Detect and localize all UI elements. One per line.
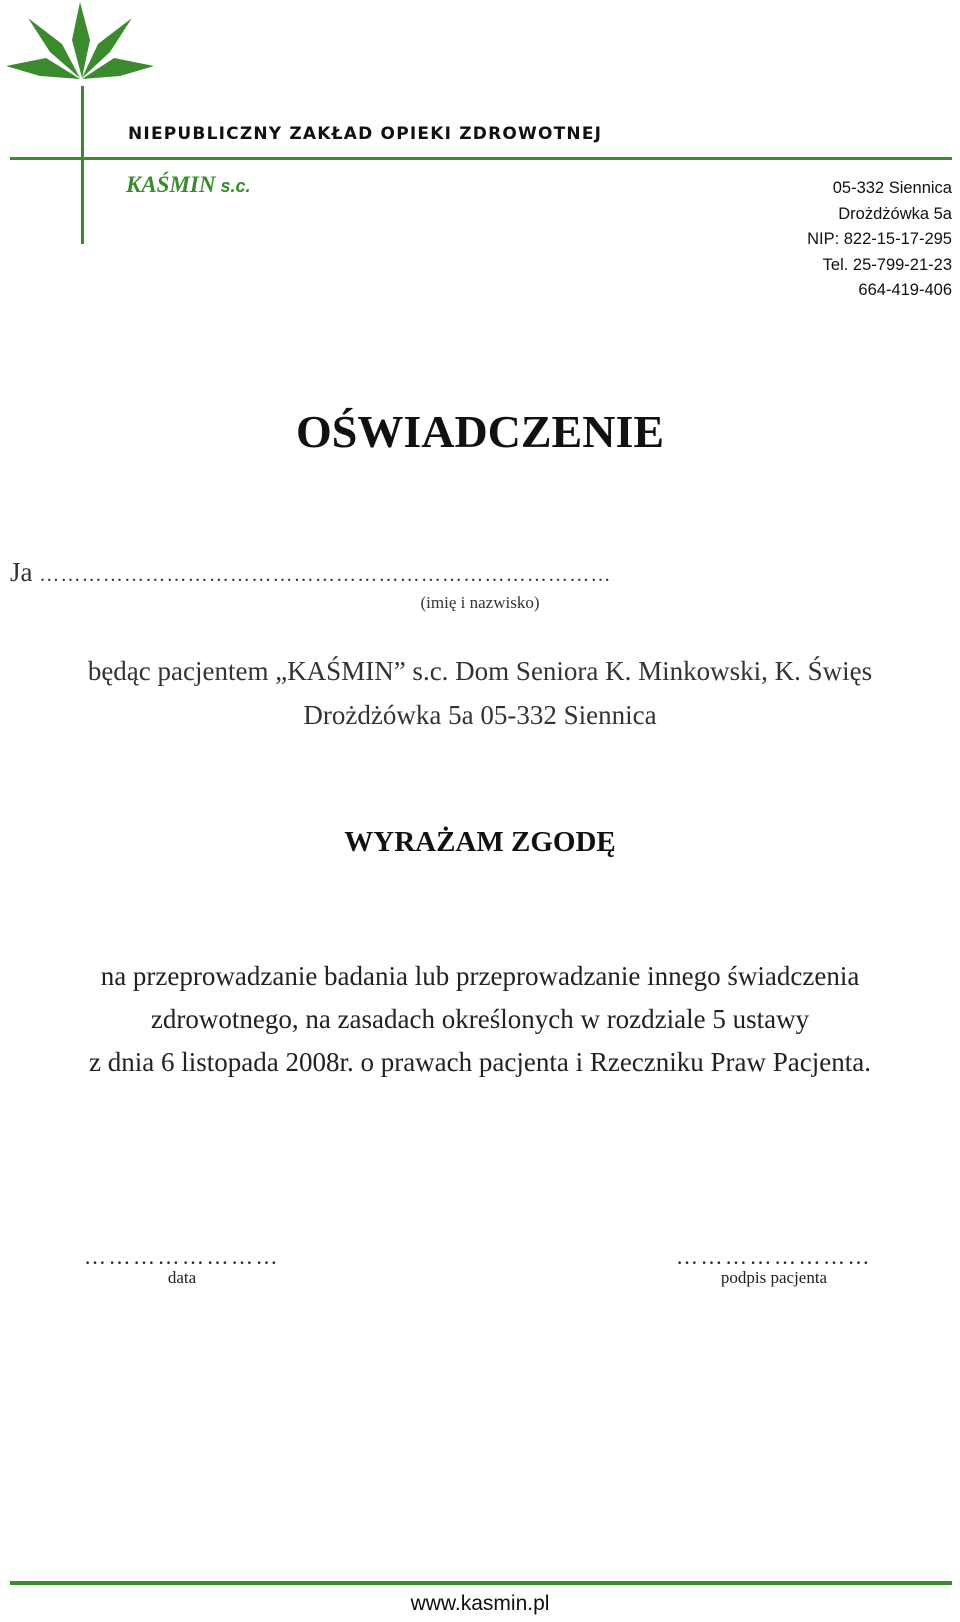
consent-body-line: na przeprowadzanie badania lub przeprowadzanie innego świadczenia	[100, 961, 860, 991]
address-line: 05-332 Siennica	[832, 179, 952, 197]
name-hint: (imię i nazwisko)	[420, 593, 540, 612]
brand-name-text: KAŚMIN	[126, 172, 216, 197]
name-fill-line: ………………………………………………………………………	[39, 564, 612, 586]
name-field-row	[10, 557, 612, 588]
document-title: OŚWIADCZENIE	[295, 406, 665, 457]
brand-suffix: s.c.	[220, 176, 251, 196]
footer-url: www.kasmin.pl	[410, 1592, 550, 1615]
patient-address: Drożdżówka 5a 05-332 Siennica	[303, 700, 657, 730]
brand-name	[126, 172, 251, 198]
address-line: Tel. 25-799-21-23	[822, 255, 952, 274]
consent-body	[0, 955, 960, 1084]
consent-body-line: z dnia 6 listopada 2008r. o prawach pacjenta i Rzeczniku Praw Pacjenta.	[89, 1047, 871, 1077]
signature-fill-line: ……………………	[676, 1244, 872, 1269]
date-signature-block	[52, 1244, 312, 1288]
date-label: data	[167, 1268, 197, 1287]
header-horizontal-rule	[10, 157, 952, 160]
address-line: NIP: 822-15-17-295	[807, 230, 952, 248]
footer-horizontal-rule	[10, 1581, 952, 1585]
consent-heading: WYRAŻAM ZGODĘ	[344, 826, 616, 858]
date-fill-line: ……………………	[84, 1244, 280, 1269]
institution-name: NIEPUBLICZNY ZAKŁAD OPIEKI ZDROWOTNEJ	[128, 124, 603, 144]
patient-statement: będąc pacjentem „KAŚMIN” s.c. Dom Seniora K. Minkowski, K. Święs	[87, 656, 873, 686]
kasmin-logo-icon	[0, 0, 165, 100]
address-block	[807, 176, 952, 304]
consent-body-line: zdrowotnego, na zasadach określonych w rozdziale 5 ustawy	[150, 1004, 810, 1034]
ja-prefix: Ja	[10, 557, 33, 587]
address-line: Drożdżówka 5a	[838, 204, 952, 223]
address-line: 664-419-406	[858, 281, 952, 299]
patient-signature-block	[644, 1244, 904, 1288]
header-vertical-rule	[81, 86, 84, 244]
signature-label: podpis pacjenta	[720, 1268, 828, 1287]
